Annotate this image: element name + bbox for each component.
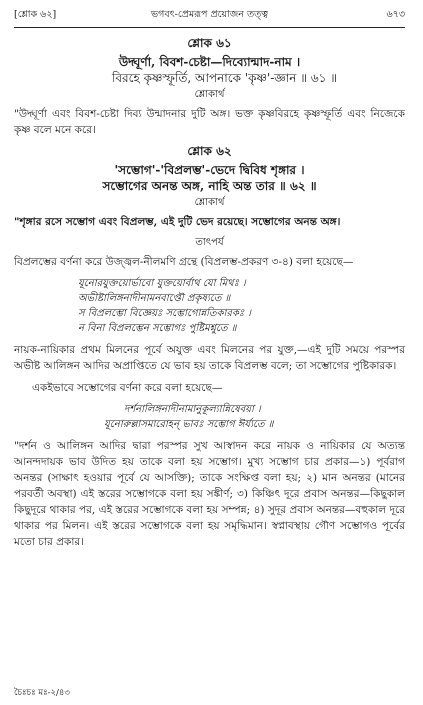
verse-62-title: শ্লোক ৬২	[187, 144, 232, 158]
quote-line: যূনোরুল্লাসমারোহন্ ভাবঃ সম্ভোগ ঈর্য্যতে ॥	[104, 419, 274, 430]
quote-line: ন বিনা বিপ্রলম্ভেন সম্ভোগঃ পুষ্টিমশ্নুতে ॥	[78, 323, 237, 334]
header-rule	[14, 27, 405, 28]
purport-intro: বিপ্রলম্ভের বর্ণনা করে উজ্জ্বল-নীলমণি গ্রন্থে (বিপ্রলম্ভ-প্রকরণ ৩-৪) বলা হয়েছে—	[14, 256, 354, 268]
verse-61-translation: "উদ্ঘূর্ণা এবং বিবশ-চেষ্টা দিব্য উন্মাদনার দুটি অঙ্গ। ভক্ত কৃষ্ণবিরহে কৃষ্ণস্ফূর্তি এবং নিজেকে কৃষ্ণ বলে মনে করে।	[14, 108, 405, 136]
verse-62-translation: "শৃঙ্গার রসে সম্ভোগ এবং বিপ্রলম্ভ, এই দুটি ভেদ রয়েছে। সম্ভোগের অনন্ত অঙ্গ।	[14, 216, 341, 228]
signature-mark: চৈঃচঃ মঃ-২/৪৩	[14, 688, 70, 698]
verse-61-line-1: উদ্ঘূর্ণা, বিবশ-চেষ্টা—দিব্যোন্মাদ-নাম ।	[118, 55, 301, 69]
purport-paragraph-3: একইভাবে সম্ভোগের বর্ণনা করে বলা হয়েছে—	[32, 382, 223, 394]
page-body	[14, 36, 405, 556]
header-chapter-title: ভগবৎ-প্রেমরূপ প্রয়োজন তত্ত্ব	[151, 9, 268, 20]
running-header	[14, 8, 405, 22]
verse-61-translation-heading: শ্লোকার্থ	[194, 89, 225, 100]
verse-62-line-1: 'সম্ভোগ'-'বিপ্রলম্ভ'-ভেদে দ্বিবিধ শৃঙ্গার ।	[114, 163, 305, 177]
verse-62-translation-heading: শ্লোকার্থ	[194, 197, 225, 208]
purport-paragraph-2: নায়ক-নায়িকার প্রথম মিলনের পূর্বে অযুক্ত এবং মিলনের পর যুক্ত,—এই দুটি সময়ে পরস্পর অভীষ্ট আলিঙ্গন আদির অপ্রাপ্তিতে যে ভাব হয় তাকে বিপ্রলম্ভ বলে; তা সম্ভোগের পুষ্টিকারক।	[14, 344, 405, 372]
verse-62-line-2: সম্ভোগের অনন্ত অঙ্গ, নাহি অন্ত তার ॥ ৬২ ॥	[102, 179, 317, 193]
quote-line: দর্শনালিঙ্গনাদীনামানুকূল্যান্নিষেবয়া ।	[124, 404, 261, 415]
quote-line: স বিপ্রলম্ভো বিজ্ঞেয়ঃ সম্ভোগোন্নতিকারকঃ ।	[78, 308, 252, 319]
purport-heading: তাৎপর্য	[195, 237, 224, 248]
header-verse-ref: [শ্লোক ৬২]	[14, 9, 57, 20]
sanskrit-quote-2	[14, 402, 405, 432]
quote-line: অভীষ্টালিঙ্গনাদীনামনবাপ্তৌ প্রকৃষ্যতে ॥	[78, 293, 231, 304]
quote-line: যূনোরযুক্তয়োর্ভাবো যুক্তয়োর্বাথ যো মিথঃ ।	[78, 278, 246, 289]
verse-61-title: শ্লোক ৬১	[187, 36, 232, 50]
verse-61-line-2: বিরহে কৃষ্ণস্ফূর্তি, আপনাকে 'কৃষ্ণ'-জ্ঞান ॥ ৬১ ॥	[111, 71, 338, 85]
page-number: ৬৭৩	[386, 9, 405, 20]
purport-paragraph-4: "দর্শন ও আলিঙ্গন আদির দ্বারা পরস্পর সুখ আস্বাদন করে নায়ক ও নায়িকার যে অত্যন্ত আনন্দদায়ক ভাব উদিত হয় তাকে বলা হয় সম্ভোগ। মুখ্য সম্ভোগ চার প্রকার—১) পূর্বরাগ অনন্তর (সাক্ষাৎ হওয়ার পূর্বে যে আসক্তি); তাকে সংক্ষিপ্ত বলা হয়; ২) মান অনন্তর (মানের পরবর্তী অবস্থা) এই স্তরের সম্ভোগকে বলা হয় সঙ্কীর্ণ; ৩) কিঞ্চিৎ দূরে প্রবাস অনন্তর—কিছুকাল কিছুদূরে থাকার পর, এই স্তরের সম্ভোগকে বলা হয় সম্পন্ন; ৪) সুদূর প্রবাস অনন্তর—বহুকাল দূরে থাকার পর মিলন। এই স্তরের সম্ভোগকে বলা হয় সমৃদ্ধিমান। স্বপ্নাবস্থায় গৌণ সম্ভোগও পূর্বের মতো চার প্রকার।	[14, 440, 405, 548]
sanskrit-quote-1	[14, 276, 405, 336]
